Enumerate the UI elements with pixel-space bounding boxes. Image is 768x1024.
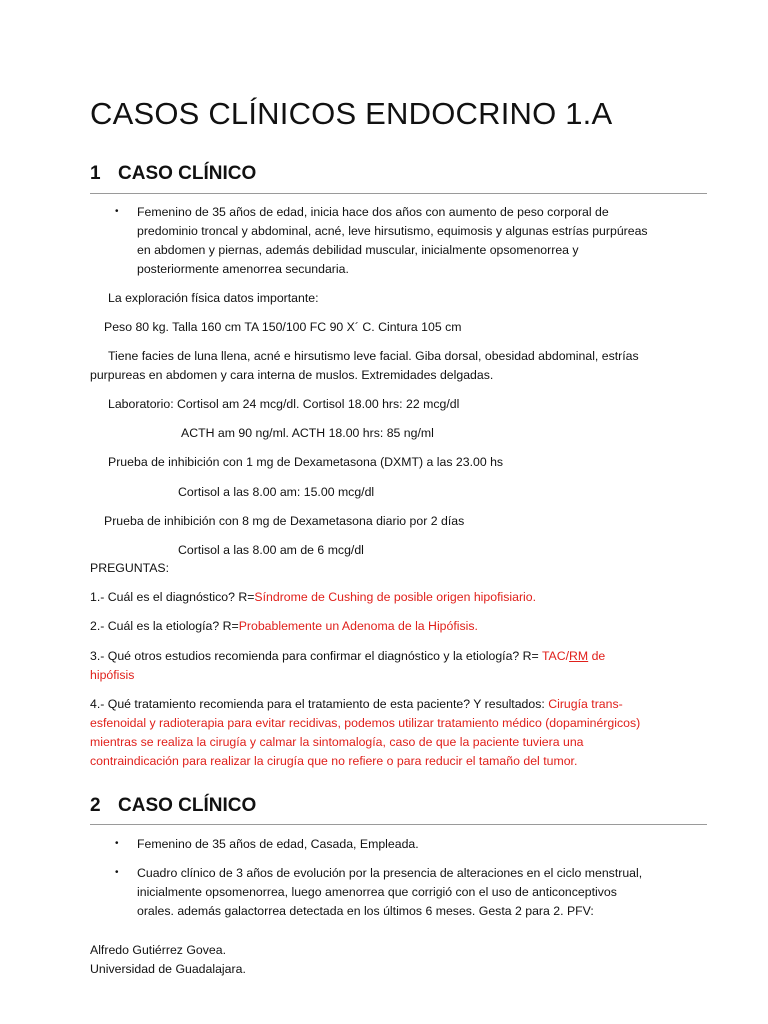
test-1-result: Cortisol a las 8.00 am: 15.00 mcg/dl: [178, 485, 375, 499]
case-2-bullet-2-line: Cuadro clínico de 3 años de evolución por la presencia de alteraciones en el ciclo menstrual,: [137, 866, 643, 880]
case-2-divider: [90, 824, 707, 825]
question-4: [90, 695, 623, 714]
answer-4-line: esfenoidal y radioterapia para evitar recidivas, podemos utilizar tratamiento médico (dopaminérgicos): [90, 716, 641, 730]
question-1-text: 1.- Cuál es el diagnóstico? R=: [90, 590, 255, 604]
exam-line: purpureas en abdomen y cara interna de muslos. Extremidades delgadas.: [90, 368, 494, 382]
answer-1-text: Síndrome de Cushing de posible origen hipofisiario.: [254, 590, 537, 604]
test-2-line: Prueba de inhibición con 8 mg de Dexametasona diario por 2 días: [104, 514, 465, 528]
case-1-bullet-line: predominio troncal y abdominal, acné, leve hirsutismo, equimosis y algunas estrías purpúreas: [137, 224, 648, 238]
case-2-number: 2: [90, 795, 101, 816]
case-1-number: 1: [90, 163, 101, 184]
case-2-bullet-2-line: orales. además galactorrea detectada en los últimos 6 meses. Gesta 2 para 2. PFV:: [137, 904, 594, 918]
test-2-result: Cortisol a las 8.00 am de 6 mcg/dl: [178, 543, 364, 557]
exploration-label: La exploración física datos importante:: [108, 291, 319, 305]
footer-author: Alfredo Gutiérrez Govea.: [90, 943, 227, 957]
question-3-text: 3.- Qué otros estudios recomienda para confirmar el diagnóstico y la etiología? R=: [90, 649, 542, 663]
question-1: [90, 588, 536, 607]
case-2-bullet-mark: •: [115, 838, 119, 849]
answer-4-first: Cirugía trans-: [548, 697, 623, 711]
answer-2-text: Probablemente un Adenoma de la Hipófisis.: [238, 619, 478, 633]
question-2: [90, 617, 478, 636]
questions-label: PREGUNTAS:: [90, 561, 170, 575]
answer-3-part-3: de: [588, 649, 606, 663]
test-1-line: Prueba de inhibición con 1 mg de Dexametasona (DXMT) a las 23.00 hs: [108, 455, 504, 469]
exam-line: Tiene facies de luna llena, acné e hirsutismo leve facial. Giba dorsal, obesidad abdominal, estrías: [108, 349, 639, 363]
acth-line: ACTH am 90 ng/ml. ACTH 18.00 hrs: 85 ng/ml: [181, 426, 434, 440]
footer-institution: Universidad de Guadalajara.: [90, 962, 246, 976]
answer-3-line-2: hipófisis: [90, 668, 135, 682]
case-1-divider: [90, 193, 707, 194]
answer-4-line: contraindicación para realizar la cirugía que no refiere o para reducir el tamaño del tumor.: [90, 754, 578, 768]
question-4-text: 4.- Qué tratamiento recomienda para el tratamiento de esta paciente? Y resultados:: [90, 697, 549, 711]
case-1-bullet-line: en abdomen y piernas, además debilidad muscular, inicialmente opsomenorrea y: [137, 243, 579, 257]
answer-4-line: mientras se realiza la cirugía y calmar la sintomalogía, caso de que la paciente tuviera una: [90, 735, 584, 749]
case-1-heading: [90, 163, 256, 185]
case-2-heading: [90, 795, 256, 817]
answer-3-part-1: TAC/: [541, 649, 570, 663]
case-1-heading-text: CASO CLÍNICO: [118, 163, 257, 184]
case-1-bullet-line: Femenino de 35 años de edad, inicia hace dos años con aumento de peso corporal de: [137, 205, 609, 219]
case-2-bullet-mark: •: [115, 867, 119, 878]
case-1-bullet-mark: •: [115, 206, 119, 217]
case-1-bullet-line: posteriormente amenorrea secundaria.: [137, 262, 349, 276]
question-3: [90, 647, 605, 666]
case-2-bullet-1: Femenino de 35 años de edad, Casada, Empleada.: [137, 837, 419, 851]
answer-3-part-2: RM: [569, 649, 589, 663]
document-title: CASOS CLÍNICOS ENDOCRINO 1.A: [90, 96, 613, 131]
vitals-line: Peso 80 kg. Talla 160 cm TA 150/100 FC 90 X´ C. Cintura 105 cm: [104, 320, 462, 334]
case-2-bullet-2-line: inicialmente opsomenorrea, luego amenorrea que corrigió con el uso de anticonceptivos: [137, 885, 617, 899]
question-2-text: 2.- Cuál es la etiología? R=: [90, 619, 239, 633]
lab-line: Laboratorio: Cortisol am 24 mcg/dl. Cortisol 18.00 hrs: 22 mcg/dl: [108, 397, 460, 411]
case-2-heading-text: CASO CLÍNICO: [118, 795, 257, 816]
